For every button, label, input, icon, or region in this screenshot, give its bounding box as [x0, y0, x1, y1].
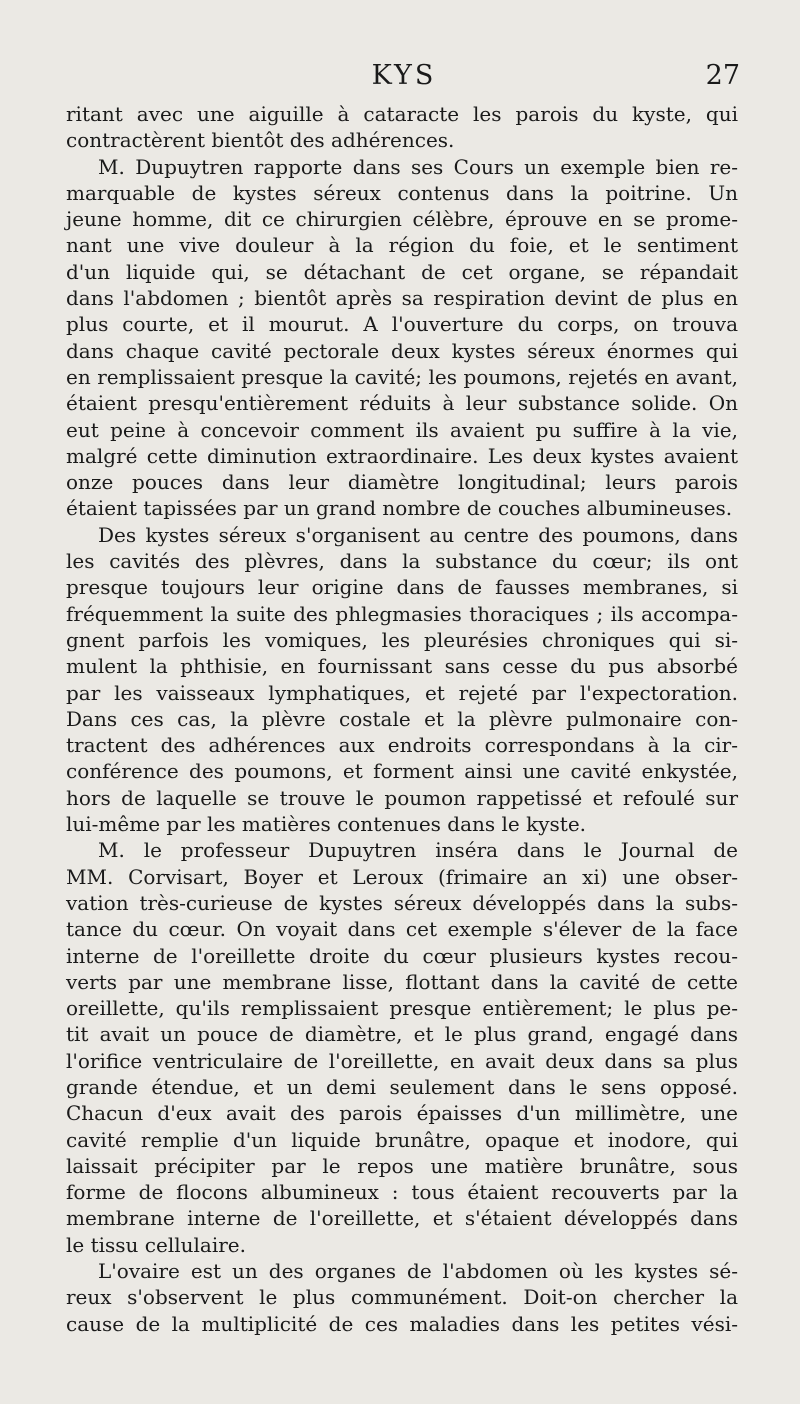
text-line: tit avait un pouce de diamètre, et le plus grand, engagé dans — [66, 1022, 738, 1047]
text-line: Chacun d'eux avait des parois épaisses d'un millimètre, une — [66, 1101, 738, 1126]
text-line: interne de l'oreillette droite du cœur plusieurs kystes recou- — [66, 943, 738, 968]
body-text — [66, 101, 738, 1337]
text-line: cavité remplie d'un liquide brunâtre, opaque et inodore, qui — [66, 1127, 738, 1152]
text-line: plus courte, et il mourut. A l'ouverture du corps, on trouva — [66, 312, 738, 337]
text-line: jeune homme, dit ce chirurgien célèbre, éprouve en se prome- — [66, 207, 738, 232]
text-line: dans chaque cavité pectorale deux kystes séreux énormes qui — [66, 338, 738, 363]
text-line: mulent la phthisie, en fournissant sans cesse du pus absorbé — [66, 654, 738, 679]
text-line: tractent des adhérences aux endroits correspondans à la cir- — [66, 733, 738, 758]
text-line: laissait précipiter par le repos une matière brunâtre, sous — [66, 1153, 738, 1178]
text-line: les cavités des plèvres, dans la substance du cœur; ils ont — [66, 549, 738, 574]
text-line: l'orifice ventriculaire de l'oreillette, en avait deux dans sa plus — [66, 1048, 738, 1073]
text-line: Des kystes séreux s'organisent au centre des poumons, dans — [98, 522, 738, 547]
text-line: malgré cette diminution extraordinaire. Les deux kystes avaient — [66, 443, 738, 468]
text-line: vation très-curieuse de kystes séreux développés dans la subs- — [66, 890, 738, 915]
text-line: oreillette, qu'ils remplissaient presque entièrement; le plus pe- — [66, 996, 738, 1021]
text-line: hors de laquelle se trouve le poumon rappetissé et refoulé sur — [66, 785, 738, 810]
page-number: 27 — [705, 60, 740, 91]
text-line: marquable de kystes séreux contenus dans la poitrine. Un — [66, 180, 738, 205]
text-line: d'un liquide qui, se détachant de cet organe, se répandait — [66, 259, 738, 284]
text-line: reux s'observent le plus communément. Doit-on chercher la — [66, 1285, 738, 1310]
page-header — [68, 60, 740, 98]
text-line: M. le professeur Dupuytren inséra dans le Journal de — [98, 838, 738, 863]
text-line: MM. Corvisart, Boyer et Leroux (frimaire an xi) une obser- — [66, 864, 738, 889]
text-line: Dans ces cas, la plèvre costale et la plèvre pulmonaire con- — [66, 706, 738, 731]
text-line: étaient tapissées par un grand nombre de couches albumineuses. — [66, 496, 733, 521]
text-line: contractèrent bientôt des adhérences. — [66, 128, 455, 153]
text-line: eut peine à concevoir comment ils avaient pu suffire à la vie, — [66, 417, 738, 442]
text-line: conférence des poumons, et forment ainsi une cavité enkystée, — [66, 759, 738, 784]
text-line: gnent parfois les vomiques, les pleurésies chroniques qui si- — [66, 627, 738, 652]
text-line: fréquemment la suite des phlegmasies thoraciques ; ils accompa- — [66, 601, 738, 626]
text-line: membrane interne de l'oreillette, et s'étaient développés dans — [66, 1206, 738, 1231]
text-line: lui-même par les matières contenues dans le kyste. — [66, 812, 587, 837]
text-line: cause de la multiplicité de ces maladies dans les petites vési- — [66, 1311, 738, 1336]
text-line: en remplissaient presque la cavité; les poumons, rejetés en avant, — [66, 364, 738, 389]
text-line: verts par une membrane lisse, flottant dans la cavité de cette — [66, 969, 738, 994]
text-line: grande étendue, et un demi seulement dans le sens opposé. — [66, 1074, 738, 1099]
text-line: le tissu cellulaire. — [66, 1232, 246, 1257]
text-line: nant une vive douleur à la région du foie, et le sentiment — [66, 233, 738, 258]
text-line: presque toujours leur origine dans de fausses membranes, si — [66, 575, 738, 600]
text-line: dans l'abdomen ; bientôt après sa respiration devint de plus en — [66, 286, 738, 311]
text-line: par les vaisseaux lymphatiques, et rejeté par l'expectoration. — [66, 680, 738, 705]
text-line: ritant avec une aiguille à cataracte les parois du kyste, qui — [66, 102, 738, 126]
running-head: KYS — [371, 60, 437, 91]
text-line: tance du cœur. On voyait dans cet exemple s'élever de la face — [66, 917, 738, 942]
text-line: M. Dupuytren rapporte dans ses Cours un exemple bien re- — [98, 154, 738, 179]
text-line: étaient presqu'entièrement réduits à leur substance solide. On — [66, 391, 738, 416]
text-line: forme de flocons albumineux : tous étaient recouverts par la — [66, 1180, 738, 1205]
text-line: onze pouces dans leur diamètre longitudinal; leurs parois — [66, 470, 738, 495]
text-line: L'ovaire est un des organes de l'abdomen où les kystes sé- — [98, 1259, 738, 1284]
